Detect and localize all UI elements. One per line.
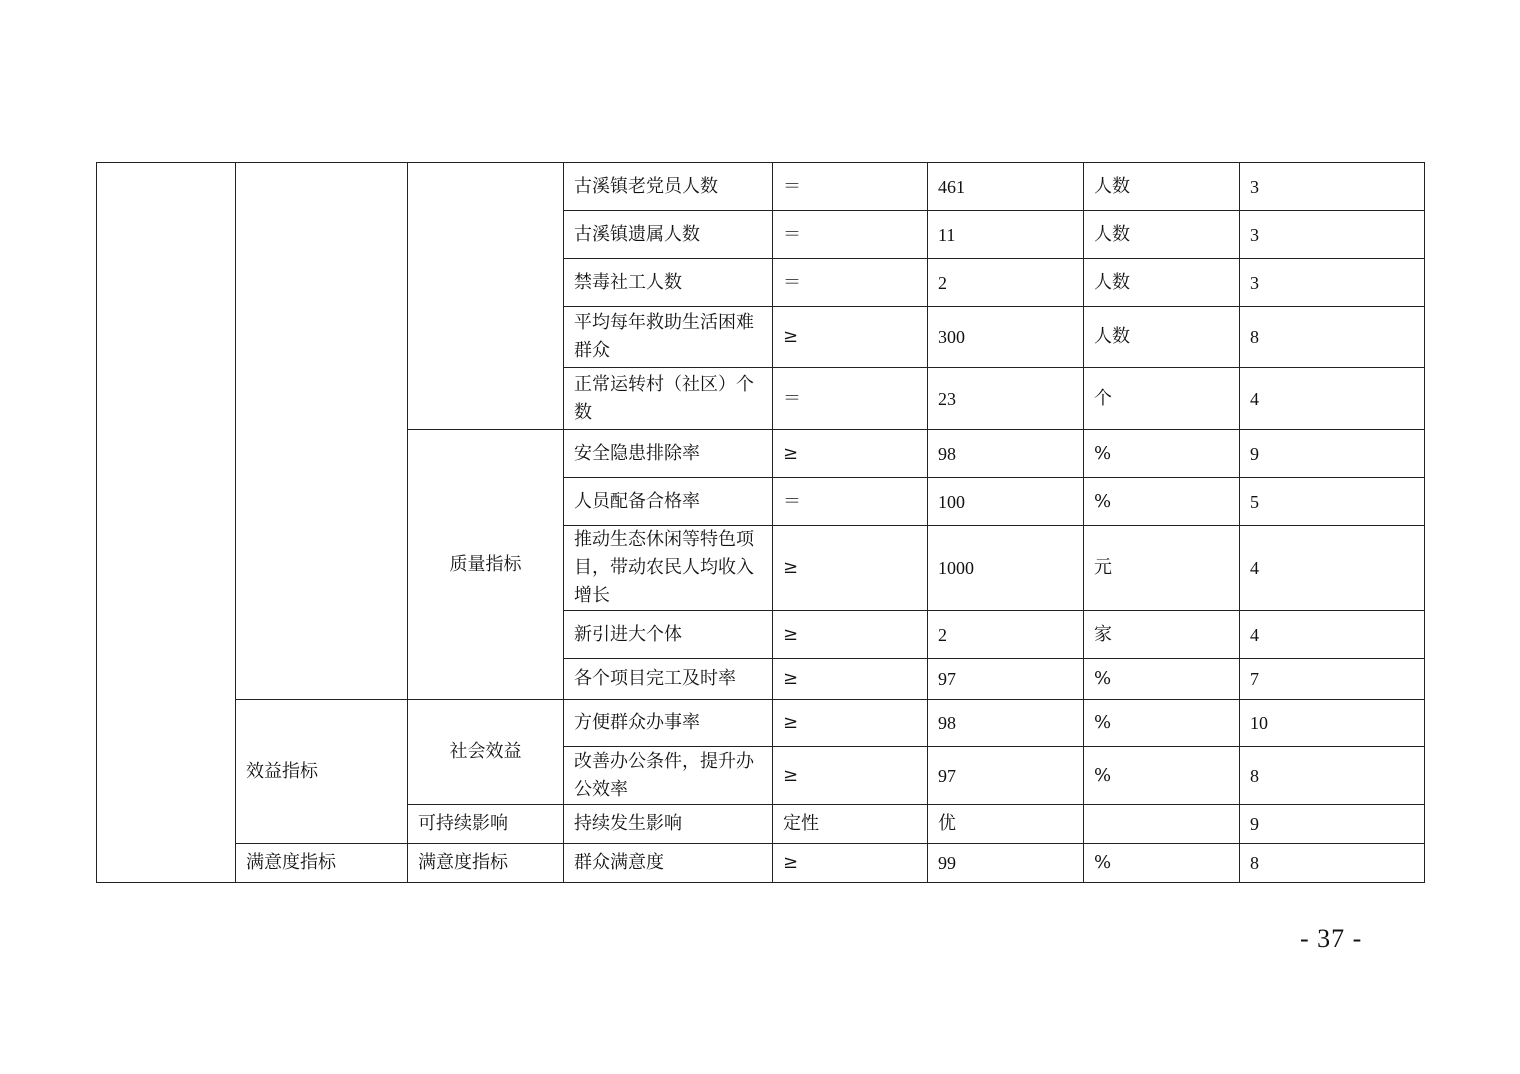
unit-cell [1084, 805, 1240, 844]
value-cell: 23 [928, 368, 1084, 430]
unit-cell: % [1084, 659, 1240, 700]
value-cell: 461 [928, 163, 1084, 211]
value-cell: 2 [928, 611, 1084, 659]
operator-cell: ＝ [773, 163, 928, 211]
value-cell: 优 [928, 805, 1084, 844]
operator-cell: ＝ [773, 368, 928, 430]
operator-cell: ≥ [773, 526, 928, 611]
indicator-cell: 古溪镇遗属人数 [564, 211, 773, 259]
unit-cell: 人数 [1084, 211, 1240, 259]
score-cell: 9 [1240, 805, 1425, 844]
value-cell: 1000 [928, 526, 1084, 611]
score-cell: 3 [1240, 259, 1425, 307]
score-cell: 3 [1240, 211, 1425, 259]
value-cell: 97 [928, 659, 1084, 700]
indicator-cell: 推动生态休闲等特色项目，带动农民人均收入增长 [564, 526, 773, 611]
operator-cell: ≥ [773, 659, 928, 700]
indicator-cell: 禁毒社工人数 [564, 259, 773, 307]
score-cell: 3 [1240, 163, 1425, 211]
level3-quality-cell: 质量指标 [408, 430, 564, 700]
unit-cell: % [1084, 430, 1240, 478]
unit-cell: 家 [1084, 611, 1240, 659]
performance-indicator-table [96, 162, 1425, 883]
level3-sustainable-cell: 可持续影响 [408, 805, 564, 844]
indicator-cell: 平均每年救助生活困难群众 [564, 307, 773, 368]
indicator-cell: 古溪镇老党员人数 [564, 163, 773, 211]
indicator-cell: 人员配备合格率 [564, 478, 773, 526]
level3-quantity-cell [408, 163, 564, 430]
indicator-cell: 群众满意度 [564, 844, 773, 883]
operator-cell: ＝ [773, 478, 928, 526]
value-cell: 97 [928, 747, 1084, 805]
table-row [97, 163, 1425, 211]
indicator-cell: 持续发生影响 [564, 805, 773, 844]
level3-satisfaction-cell: 满意度指标 [408, 844, 564, 883]
indicator-cell: 改善办公条件，提升办公效率 [564, 747, 773, 805]
value-cell: 99 [928, 844, 1084, 883]
value-cell: 98 [928, 430, 1084, 478]
level1-cell [97, 163, 236, 883]
table-row [97, 844, 1425, 883]
score-cell: 7 [1240, 659, 1425, 700]
level2-output-cell [236, 163, 408, 700]
value-cell: 300 [928, 307, 1084, 368]
unit-cell: 个 [1084, 368, 1240, 430]
score-cell: 5 [1240, 478, 1425, 526]
unit-cell: 人数 [1084, 163, 1240, 211]
operator-cell: ＝ [773, 211, 928, 259]
indicator-cell: 方便群众办事率 [564, 700, 773, 747]
page-number: - 37 - [1300, 924, 1363, 953]
value-cell: 11 [928, 211, 1084, 259]
operator-cell: ≥ [773, 430, 928, 478]
operator-cell: ≥ [773, 844, 928, 883]
operator-cell: 定性 [773, 805, 928, 844]
level2-benefit-cell: 效益指标 [236, 700, 408, 844]
unit-cell: 人数 [1084, 259, 1240, 307]
unit-cell: % [1084, 844, 1240, 883]
indicator-cell: 各个项目完工及时率 [564, 659, 773, 700]
operator-cell: ＝ [773, 259, 928, 307]
unit-cell: % [1084, 747, 1240, 805]
score-cell: 4 [1240, 611, 1425, 659]
table-row [97, 700, 1425, 747]
level2-satisfaction-cell: 满意度指标 [236, 844, 408, 883]
value-cell: 100 [928, 478, 1084, 526]
indicator-cell: 新引进大个体 [564, 611, 773, 659]
operator-cell: ≥ [773, 747, 928, 805]
unit-cell: % [1084, 478, 1240, 526]
score-cell: 4 [1240, 368, 1425, 430]
indicator-cell: 安全隐患排除率 [564, 430, 773, 478]
unit-cell: 元 [1084, 526, 1240, 611]
score-cell: 8 [1240, 844, 1425, 883]
indicator-cell: 正常运转村（社区）个数 [564, 368, 773, 430]
value-cell: 2 [928, 259, 1084, 307]
value-cell: 98 [928, 700, 1084, 747]
score-cell: 10 [1240, 700, 1425, 747]
operator-cell: ≥ [773, 307, 928, 368]
unit-cell: 人数 [1084, 307, 1240, 368]
operator-cell: ≥ [773, 611, 928, 659]
score-cell: 8 [1240, 307, 1425, 368]
score-cell: 9 [1240, 430, 1425, 478]
score-cell: 4 [1240, 526, 1425, 611]
score-cell: 8 [1240, 747, 1425, 805]
unit-cell: % [1084, 700, 1240, 747]
level3-social-cell: 社会效益 [408, 700, 564, 805]
operator-cell: ≥ [773, 700, 928, 747]
